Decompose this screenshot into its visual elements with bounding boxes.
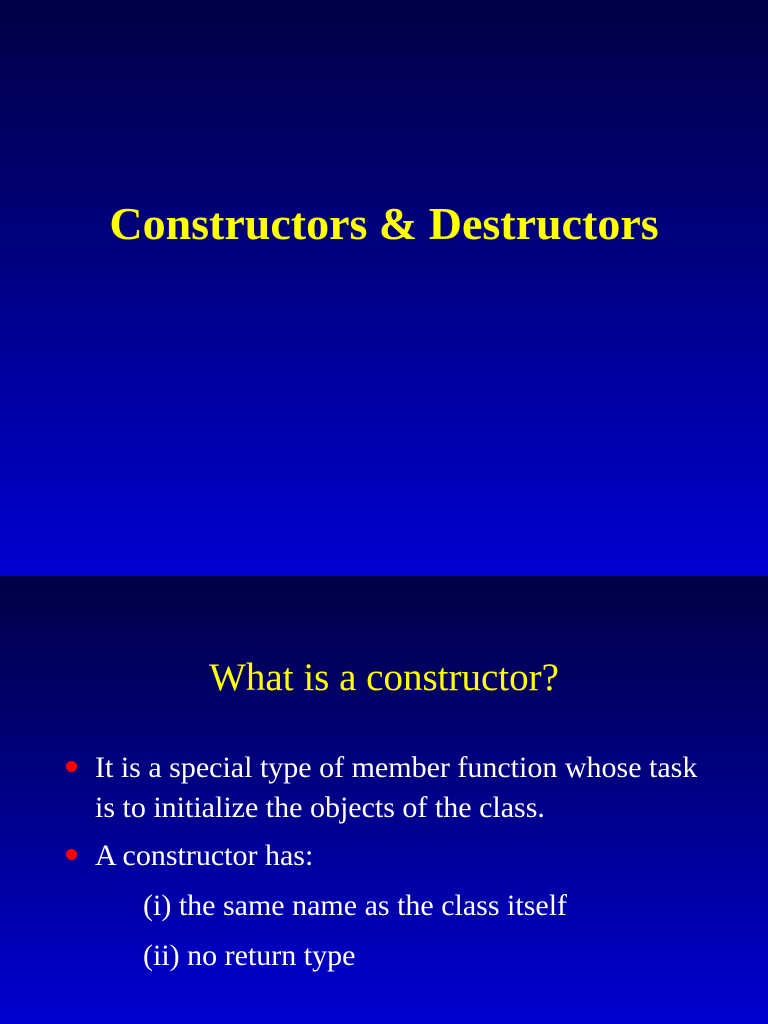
sub-item-same-name: (i) the same name as the class itself [143, 889, 568, 922]
bullet-item [0, 836, 768, 876]
bullet-list [0, 748, 768, 976]
bullet-dot-icon [66, 761, 77, 772]
bullet-item [0, 748, 768, 828]
bullet-dot-icon [66, 849, 77, 860]
slide-1-title: Constructors & Destructors [109, 198, 659, 249]
bullet-text: A constructor has: [95, 839, 314, 872]
bullet-text: It is a special type of member function whose task is to initialize the objects of the class. [95, 751, 698, 824]
slide-what-is-constructor [0, 576, 768, 1024]
sub-item-no-return-type: (ii) no return type [143, 939, 356, 972]
slide-2-title: What is a constructor? [209, 656, 559, 699]
